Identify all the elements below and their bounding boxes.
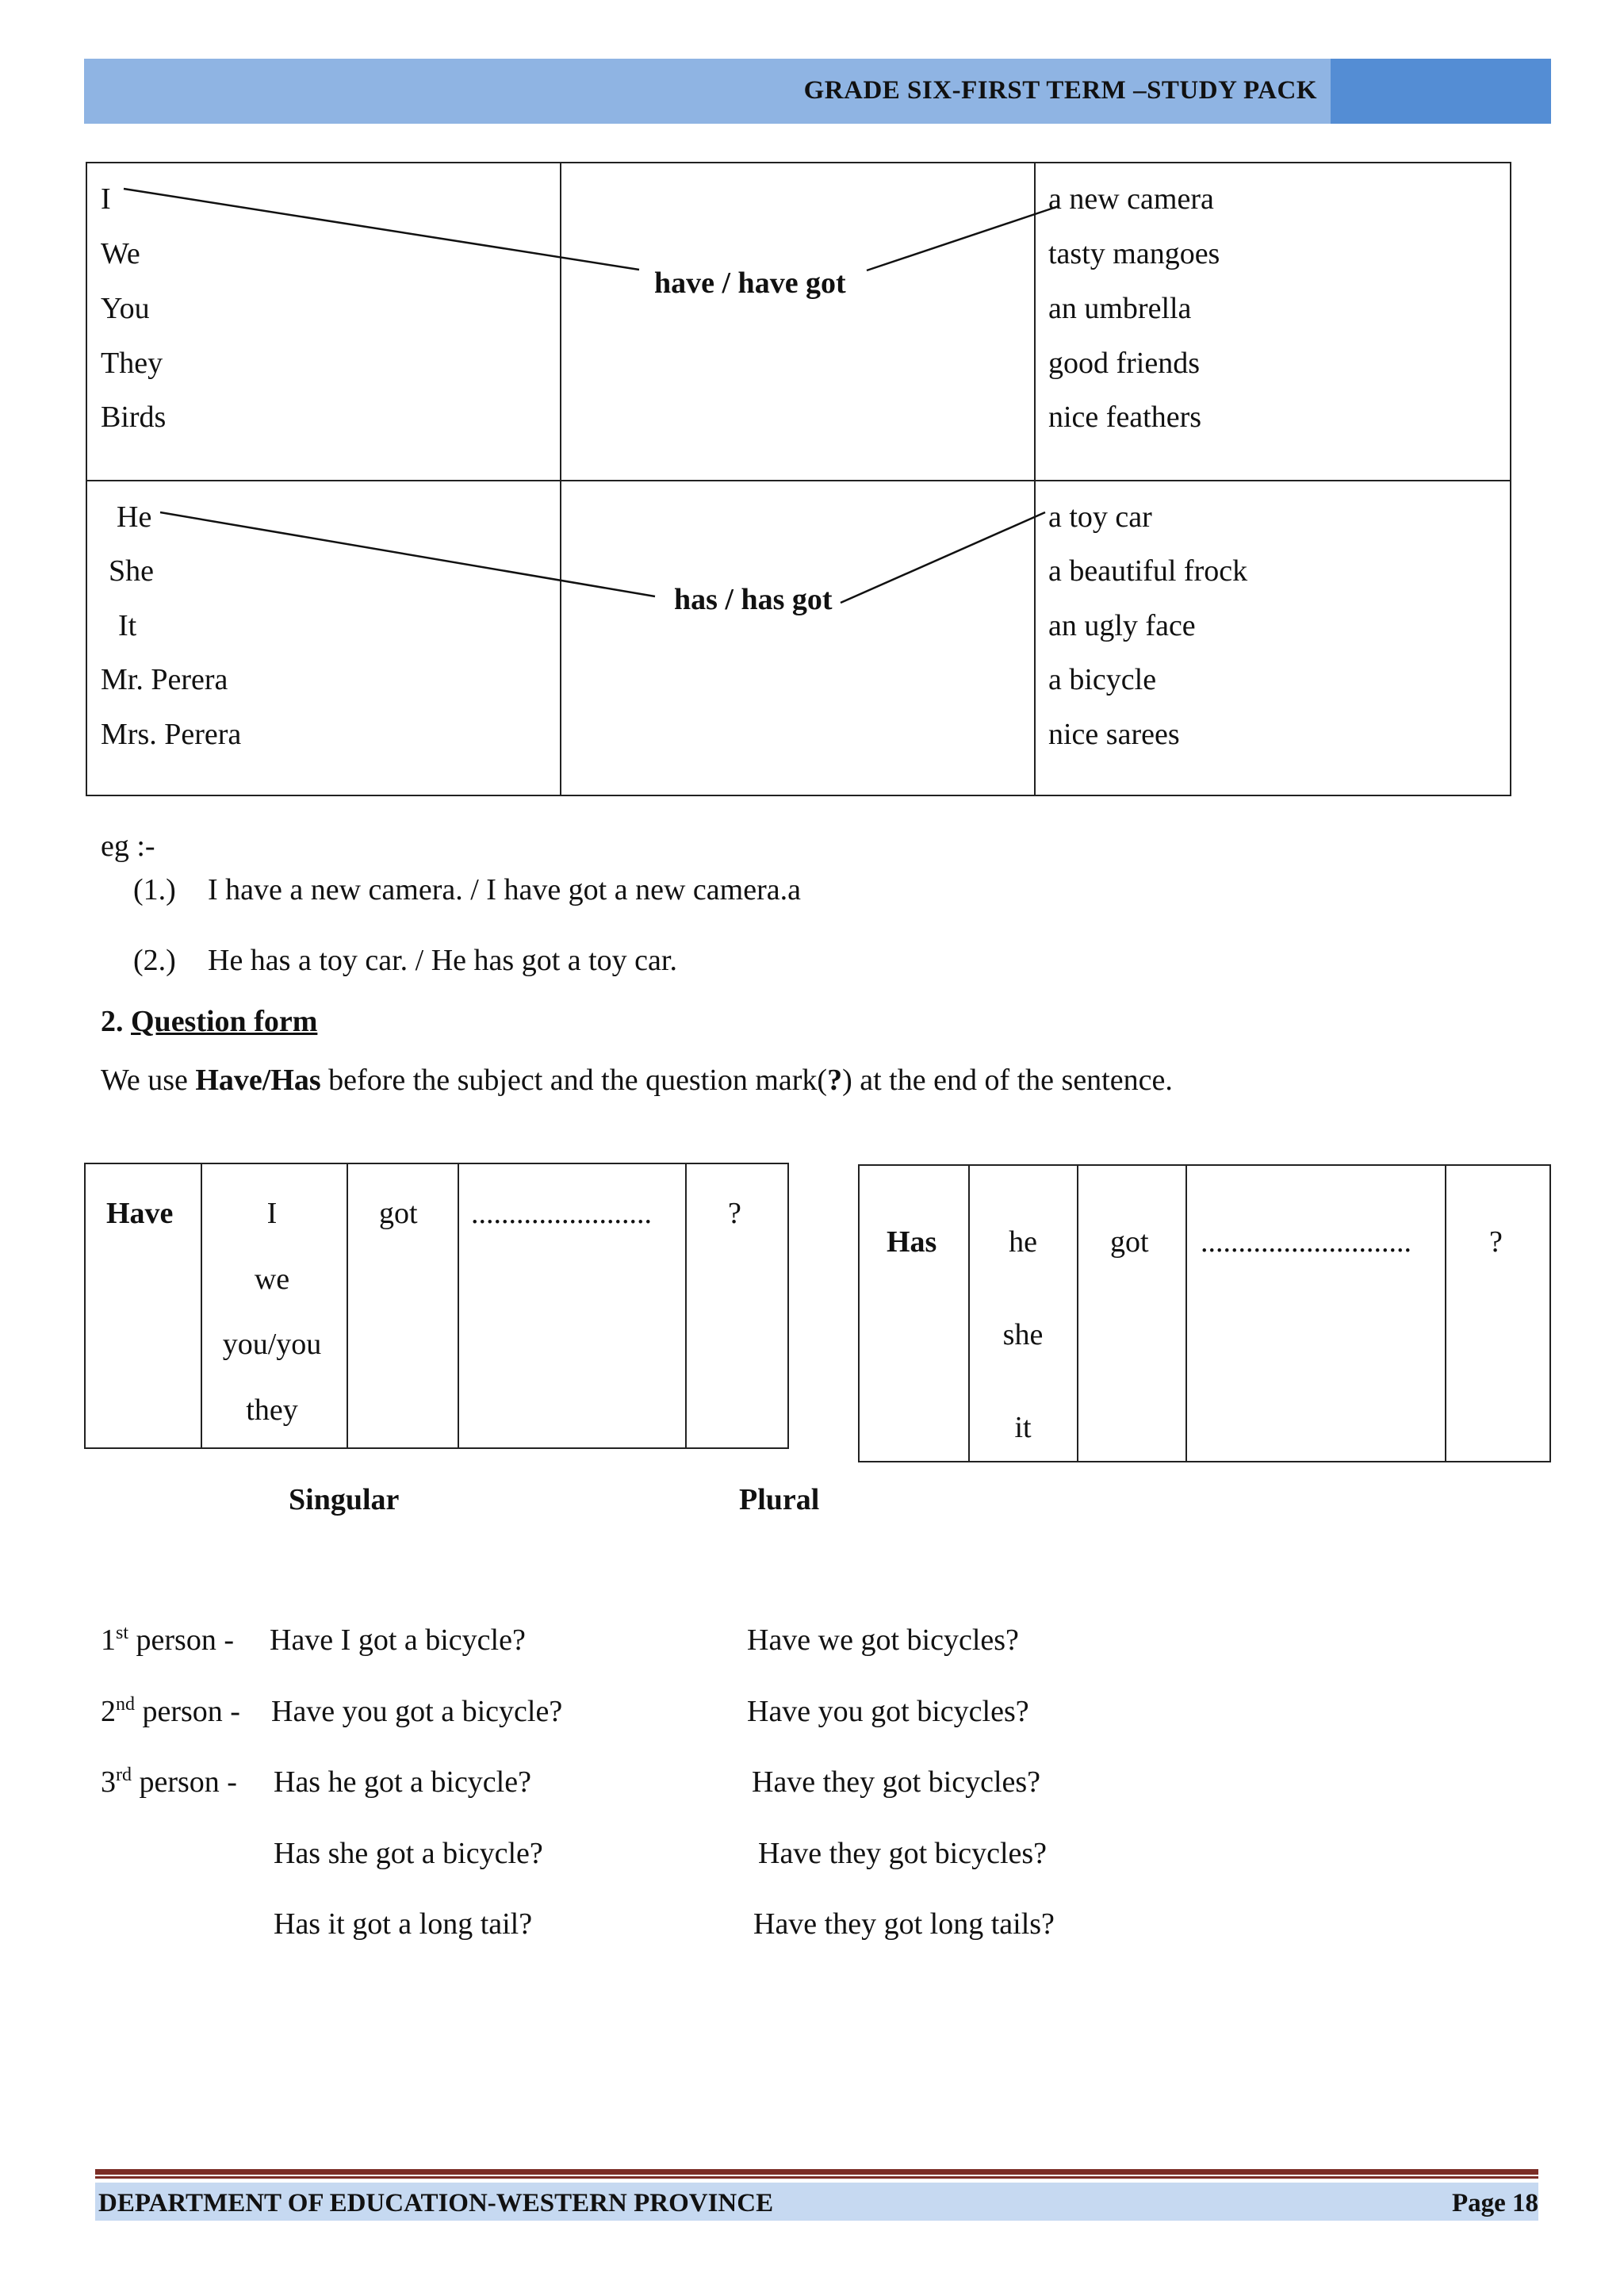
singular-question: Has he got a bicycle? bbox=[274, 1765, 531, 1799]
blank-line: ............................ bbox=[1201, 1225, 1411, 1259]
table-column-divider bbox=[1077, 1166, 1078, 1461]
object-item: good friends bbox=[1048, 347, 1201, 380]
subject-item: It bbox=[118, 609, 137, 642]
plural-question: Have we got bicycles? bbox=[747, 1623, 1019, 1657]
object-item: tasty mangoes bbox=[1048, 237, 1220, 270]
connector-line bbox=[867, 206, 1059, 270]
has-question-table bbox=[858, 1164, 1551, 1462]
person-text: person - bbox=[135, 1695, 240, 1728]
desc-text: We use bbox=[101, 1064, 196, 1097]
desc-question-mark: ? bbox=[827, 1064, 843, 1097]
subject-item: he bbox=[1009, 1225, 1037, 1259]
object-item: a new camera bbox=[1048, 182, 1214, 216]
question-mark: ? bbox=[728, 1197, 741, 1230]
page-number: Page 18 bbox=[1451, 2189, 1538, 2217]
table-column-divider bbox=[1185, 1166, 1187, 1461]
example-number: (2.) bbox=[133, 944, 176, 977]
ordinal-suffix: st bbox=[116, 1623, 129, 1643]
table-column-divider bbox=[968, 1166, 970, 1461]
auxiliary-word: Has bbox=[887, 1225, 937, 1259]
connector-line bbox=[124, 189, 639, 270]
subject-item: we bbox=[254, 1263, 290, 1296]
subject-item: you/you bbox=[222, 1328, 322, 1361]
person-text: person - bbox=[132, 1765, 237, 1799]
person-label bbox=[101, 1625, 234, 1655]
table-column-divider bbox=[1445, 1166, 1446, 1461]
subject-item: Mr. Perera bbox=[101, 663, 228, 696]
footer-rule bbox=[95, 2176, 1538, 2179]
subject-item: We bbox=[101, 237, 140, 270]
subject-item: They bbox=[101, 347, 163, 380]
singular-question: Has she got a bicycle? bbox=[274, 1837, 543, 1870]
connector-line bbox=[841, 512, 1045, 603]
page-header-title: GRADE SIX-FIRST TERM –STUDY PACK bbox=[803, 76, 1317, 105]
subject-item: She bbox=[109, 554, 154, 588]
plural-question: Have they got bicycles? bbox=[752, 1765, 1041, 1799]
footer-department: DEPARTMENT OF EDUCATION-WESTERN PROVINCE bbox=[98, 2189, 774, 2217]
plural-question: Have you got bicycles? bbox=[747, 1695, 1029, 1728]
section-heading bbox=[101, 1006, 317, 1037]
subject-item: Mrs. Perera bbox=[101, 718, 242, 751]
singular-question: Have you got a bicycle? bbox=[271, 1695, 563, 1728]
have-question-table bbox=[84, 1163, 789, 1449]
plural-question: Have they got long tails? bbox=[753, 1907, 1055, 1941]
singular-question: Has it got a long tail? bbox=[274, 1907, 533, 1941]
ordinal-suffix: rd bbox=[116, 1765, 132, 1785]
connector-line bbox=[160, 512, 655, 596]
footer-rule bbox=[95, 2169, 1538, 2175]
section-number: 2. bbox=[101, 1005, 124, 1038]
plural-label: Plural bbox=[739, 1483, 820, 1516]
subject-item: I bbox=[101, 182, 111, 216]
section-title: Question form bbox=[131, 1005, 318, 1038]
table-column-divider bbox=[685, 1164, 687, 1447]
object-item: an umbrella bbox=[1048, 292, 1192, 325]
got-word: got bbox=[1110, 1225, 1149, 1259]
person-number: 2 bbox=[101, 1695, 116, 1728]
example-intro: eg :- bbox=[101, 830, 155, 863]
subject-item: You bbox=[101, 292, 150, 325]
example-number: (1.) bbox=[133, 873, 176, 907]
blank-line: ........................ bbox=[471, 1197, 652, 1230]
object-item: nice feathers bbox=[1048, 401, 1202, 434]
desc-bold: Have/Has bbox=[195, 1064, 321, 1097]
subject-item: she bbox=[1002, 1318, 1044, 1351]
got-word: got bbox=[379, 1197, 418, 1230]
example-sentence: I have a new camera. / I have got a new camera.a bbox=[208, 873, 801, 907]
subject-item: they bbox=[246, 1393, 298, 1427]
person-label bbox=[101, 1696, 240, 1727]
person-number: 1 bbox=[101, 1623, 116, 1657]
person-label bbox=[101, 1767, 237, 1797]
person-number: 3 bbox=[101, 1765, 116, 1799]
subject-item: I bbox=[266, 1197, 278, 1230]
section-description bbox=[101, 1065, 1173, 1095]
singular-question: Have I got a bicycle? bbox=[270, 1623, 526, 1657]
auxiliary-word: Have bbox=[106, 1197, 174, 1230]
subject-item: He bbox=[117, 500, 152, 534]
example-sentence: He has a toy car. / He has got a toy car. bbox=[208, 944, 677, 977]
object-item: a bicycle bbox=[1048, 663, 1157, 696]
desc-text: before the subject and the question mark( bbox=[320, 1064, 828, 1097]
person-text: person - bbox=[128, 1623, 234, 1657]
subject-item: it bbox=[1014, 1411, 1032, 1444]
verb-label: has / has got bbox=[674, 583, 833, 616]
ordinal-suffix: nd bbox=[116, 1694, 135, 1715]
subject-item: Birds bbox=[101, 401, 167, 434]
object-item: nice sarees bbox=[1048, 718, 1180, 751]
question-mark: ? bbox=[1489, 1225, 1503, 1259]
object-item: an ugly face bbox=[1048, 609, 1196, 642]
singular-label: Singular bbox=[289, 1483, 400, 1516]
desc-text: ) at the end of the sentence. bbox=[842, 1064, 1173, 1097]
verb-label: have / have got bbox=[654, 266, 846, 300]
object-item: a toy car bbox=[1048, 500, 1152, 534]
plural-question: Have they got bicycles? bbox=[758, 1837, 1048, 1870]
table-column-divider bbox=[347, 1164, 348, 1447]
object-item: a beautiful frock bbox=[1048, 554, 1248, 588]
table-column-divider bbox=[458, 1164, 459, 1447]
